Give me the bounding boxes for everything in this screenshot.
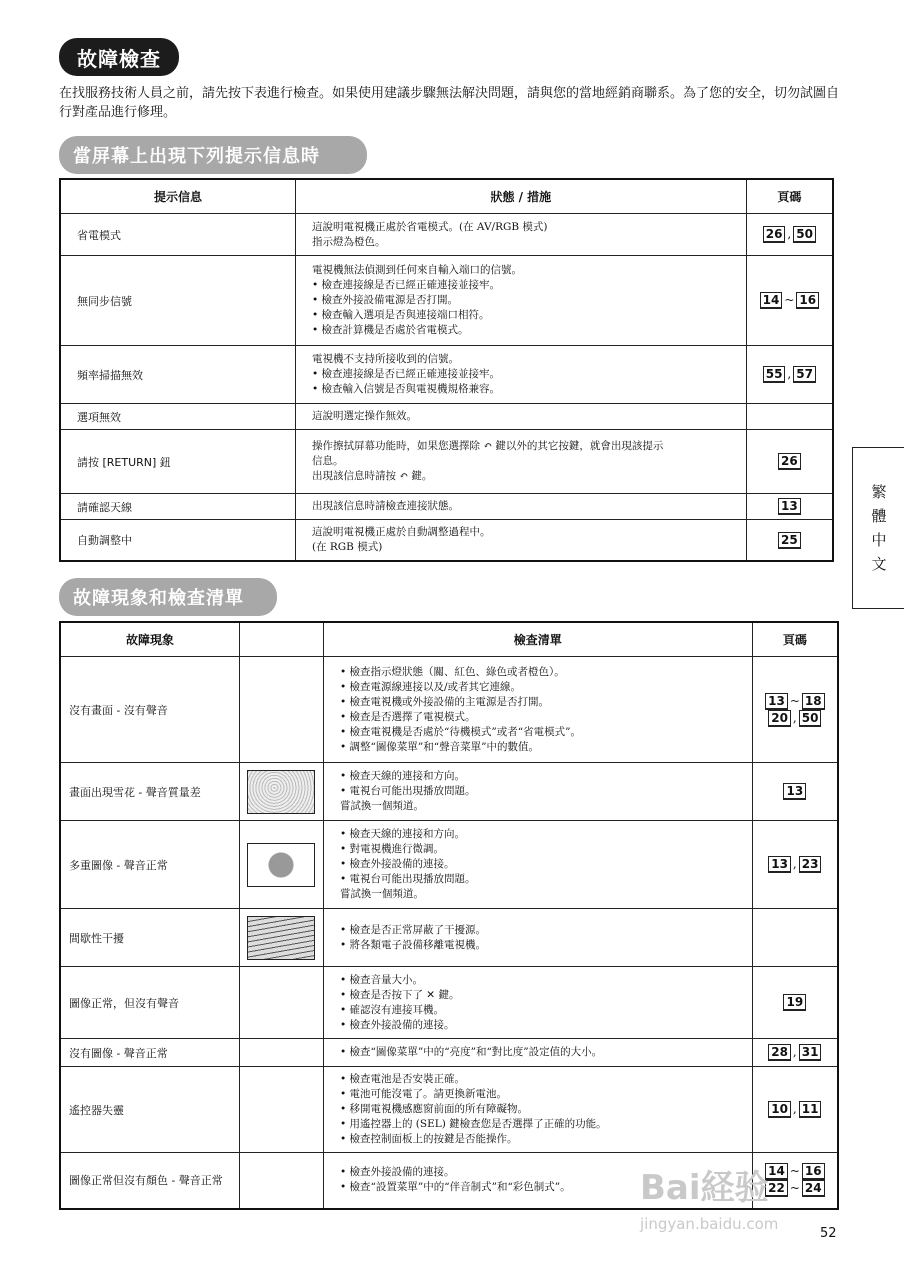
page-sep: ~ — [789, 1164, 800, 1179]
description-line: 這說明電視機正處於自動調整過程中。 — [311, 526, 491, 538]
description-line: 這說明電視機正處於省電模式。(在 AV/RGB 模式) — [311, 220, 548, 233]
snow-thumbnail — [247, 770, 315, 814]
page-refs — [754, 1044, 836, 1061]
message-row — [60, 494, 833, 520]
checklist — [323, 821, 752, 909]
checklist-line: • 檢查是否正常屏蔽了干擾源。 — [339, 923, 486, 936]
checklist — [323, 763, 752, 821]
section-title-messages: 當屏幕上出現下列提示信息時 — [59, 136, 367, 174]
checklist-line: • 檢查電視機是否處於“待機模式”或者“省電模式”。 — [339, 725, 581, 738]
page-refs — [748, 532, 831, 549]
page-ref: 55 — [763, 366, 786, 383]
page-refs — [754, 1101, 836, 1118]
symptom-label: 畫面出現雪花 - 聲音質量差 — [60, 763, 239, 821]
symptom-row — [60, 909, 838, 967]
page-refs — [754, 693, 836, 710]
message-row — [60, 256, 833, 346]
symptom-row — [60, 967, 838, 1039]
checklist-line: • 檢查“設置菜單”中的“伴音制式”和“彩色制式”。 — [339, 1181, 571, 1194]
page-cell — [746, 404, 833, 430]
message-label: 選項無效 — [60, 404, 295, 430]
page-sep: , — [792, 1102, 797, 1116]
page-ref: 18 — [802, 693, 825, 710]
checklist-line: • 移開電視機感應窗前面的所有障礙物。 — [339, 1103, 528, 1115]
page-ref: 57 — [793, 366, 816, 383]
description-line: • 檢查外接設備電源是否打開。 — [311, 294, 458, 306]
header-illustration — [239, 622, 323, 657]
page-ref: 23 — [799, 856, 822, 873]
message-label: 頻率掃描無效 — [60, 346, 295, 404]
page-cell — [752, 1067, 838, 1153]
message-row — [60, 404, 833, 430]
page-cell — [752, 657, 838, 763]
checklist-line: • 檢查外接設備的連接。 — [339, 1166, 455, 1179]
page-sep: , — [792, 1045, 797, 1059]
page-cell — [746, 346, 833, 404]
description-line: 電視機不支持所接收到的信號。 — [311, 353, 459, 365]
checklist-line: • 檢查控制面板上的按鍵是否能操作。 — [339, 1133, 518, 1145]
page-ref: 16 — [802, 1163, 825, 1180]
page-ref: 26 — [778, 453, 801, 470]
page-sep: ~ — [784, 293, 795, 307]
page-ref: 13 — [765, 693, 788, 710]
page-sep: , — [787, 367, 792, 381]
description-line: • 檢查計算機是否處於省電模式。 — [311, 324, 469, 336]
page-refs — [748, 498, 831, 515]
description-line: 出現該信息時請按 ↶ 鍵。 — [311, 470, 433, 482]
symptom-label: 圖像正常但沒有顏色 - 聲音正常 — [60, 1153, 239, 1209]
page-ref: 11 — [799, 1101, 822, 1118]
checklist-line: • 調整“圖像菜單”和“聲音菜單”中的數值。 — [339, 740, 539, 753]
page-ref: 28 — [768, 1044, 791, 1061]
description-line: 指示燈為橙色。 — [311, 235, 386, 248]
page-sep: , — [792, 857, 797, 871]
page-sep: , — [792, 710, 797, 725]
page-ref: 20 — [768, 710, 791, 727]
checklist-line: • 電池可能沒電了。請更換新電池。 — [339, 1088, 507, 1100]
page-cell — [746, 256, 833, 346]
checklist — [323, 1067, 752, 1153]
language-tab-char: 中 — [871, 531, 887, 549]
description-line: 出現該信息時請檢查連接狀態。 — [311, 500, 459, 512]
message-description — [295, 430, 746, 494]
page-refs — [748, 292, 831, 309]
page-ref: 13 — [768, 856, 791, 873]
page-cell — [752, 821, 838, 909]
description-line: • 檢查連接線是否已經正確連接並接牢。 — [311, 368, 500, 380]
description-line: 操作擦拭屏幕功能時，如果您選擇除 ↶ 鍵以外的其它按鍵，就會出現該提示 — [311, 440, 664, 452]
message-label: 無同步信號 — [60, 256, 295, 346]
checklist — [323, 909, 752, 967]
description-line: • 檢查輸入信號是否與電視機規格兼容。 — [311, 383, 500, 395]
description-line: (在 RGB 模式) — [311, 541, 383, 553]
message-row — [60, 430, 833, 494]
page-sep: ~ — [789, 693, 800, 708]
message-row — [60, 346, 833, 404]
description-line: 電視機無法偵測到任何來自輸入端口的信號。 — [311, 264, 522, 276]
page-ref: 14 — [765, 1163, 788, 1180]
page-ref: 24 — [802, 1180, 825, 1197]
message-label: 請確認天線 — [60, 494, 295, 520]
page-cell — [746, 520, 833, 562]
symptom-row — [60, 1067, 838, 1153]
symptom-label: 多重圖像 - 聲音正常 — [60, 821, 239, 909]
page-ref: 13 — [778, 498, 801, 515]
symptom-illustration — [239, 909, 323, 967]
checklist-line: • 檢查天線的連接和方向。 — [339, 828, 465, 840]
checklist-line: • 檢查是否按下了 ✕ 鍵。 — [339, 988, 460, 1001]
checklist-line: • 將各類電子設備移離電視機。 — [339, 938, 486, 951]
checklist — [323, 1039, 752, 1067]
symptoms-table — [59, 621, 839, 1210]
symptom-row — [60, 657, 838, 763]
message-label: 自動調整中 — [60, 520, 295, 562]
symptom-row — [60, 1039, 838, 1067]
symptom-illustration — [239, 821, 323, 909]
language-tab-char: 文 — [871, 555, 887, 573]
message-description — [295, 520, 746, 562]
page-ref: 26 — [763, 226, 786, 243]
checklist-line: • 用遙控器上的 (SEL) 鍵檢查您是否選擇了正確的功能。 — [339, 1118, 607, 1130]
message-label: 省電模式 — [60, 214, 295, 256]
checklist-line: • 檢查指示燈狀態（關、紅色、綠色或者橙色）。 — [339, 665, 565, 678]
page-ref: 16 — [796, 292, 819, 309]
ghost-thumbnail — [247, 843, 315, 887]
page-refs — [754, 856, 836, 873]
message-description — [295, 494, 746, 520]
symptom-illustration — [239, 657, 323, 763]
symptom-label: 間歇性干擾 — [60, 909, 239, 967]
page-ref: 25 — [778, 532, 801, 549]
description-line: • 檢查輸入選項是否與連接端口相符。 — [311, 309, 490, 321]
page-refs — [754, 783, 836, 800]
message-description — [295, 256, 746, 346]
language-tab-char: 繁 — [871, 483, 887, 501]
symptom-illustration — [239, 1067, 323, 1153]
page-cell — [752, 763, 838, 821]
checklist-line: 嘗試換一個頻道。 — [339, 800, 424, 812]
page-ref: 50 — [799, 710, 822, 727]
symptom-label: 圖像正常，但沒有聲音 — [60, 967, 239, 1039]
page-refs — [754, 710, 836, 727]
intro-paragraph: 在找服務技術人員之前，請先按下表進行檢查。如果使用建議步驟無法解決問題，請與您的當地經銷商聯系。為了您的安全，切勿試圖自行對產品進行修理。 — [59, 86, 840, 120]
page-refs — [748, 366, 831, 383]
header-checklist: 檢查清單 — [323, 622, 752, 657]
symptom-label: 沒有圖像 - 聲音正常 — [60, 1039, 239, 1067]
checklist-line: • 電視台可能出現播放問題。 — [339, 873, 476, 885]
symptom-row — [60, 821, 838, 909]
page-ref: 50 — [793, 226, 816, 243]
page-refs — [748, 226, 831, 243]
page-sep: , — [787, 227, 792, 241]
checklist-line: • 檢查“圖像菜單”中的“亮度”和“對比度”設定值的大小。 — [339, 1046, 603, 1058]
checklist-line: 嘗試換一個頻道。 — [339, 888, 424, 900]
page-sep: ~ — [789, 1181, 800, 1196]
message-row — [60, 520, 833, 562]
page-ref: 10 — [768, 1101, 791, 1118]
checklist-line: • 檢查電池是否安裝正確。 — [339, 1073, 465, 1085]
message-label: 請按 [RETURN] 鈕 — [60, 430, 295, 494]
watermark-brand: Bai経验 — [640, 1168, 769, 1208]
header-status: 狀態 / 措施 — [295, 179, 746, 214]
description-line: • 檢查連接線是否已經正確連接並接牢。 — [311, 279, 500, 291]
page-number: 52 — [820, 1226, 837, 1241]
checklist-line: • 檢查外接設備的連接。 — [339, 858, 455, 870]
checklist-line: • 確認沒有連接耳機。 — [339, 1003, 444, 1016]
language-tab — [852, 447, 904, 609]
header-symptom: 故障現象 — [60, 622, 239, 657]
checklist-line: • 對電視機進行微調。 — [339, 843, 444, 855]
watermark — [640, 1160, 778, 1233]
symptom-illustration — [239, 763, 323, 821]
page-cell — [746, 430, 833, 494]
page-cell — [746, 214, 833, 256]
header-page: 頁碼 — [746, 179, 833, 214]
page-refs — [748, 453, 831, 470]
checklist — [323, 967, 752, 1039]
messages-table — [59, 178, 834, 562]
symptom-illustration — [239, 1039, 323, 1067]
page-ref: 31 — [799, 1044, 822, 1061]
checklist-line: • 檢查天線的連接和方向。 — [339, 770, 465, 782]
language-tab-char: 體 — [871, 507, 887, 525]
description-line: 信息。 — [311, 455, 344, 467]
page-cell — [752, 1039, 838, 1067]
message-description — [295, 214, 746, 256]
page-ref: 13 — [783, 783, 806, 800]
checklist-line: • 檢查是否選擇了電視模式。 — [339, 710, 476, 723]
checklist-line: • 檢查外接設備的連接。 — [339, 1018, 455, 1031]
page-title: 故障檢查 — [59, 38, 179, 76]
checklist — [323, 657, 752, 763]
message-description — [295, 346, 746, 404]
page-ref: 14 — [760, 292, 783, 309]
page-refs — [754, 994, 836, 1011]
symptom-illustration — [239, 1153, 323, 1209]
symptom-row — [60, 763, 838, 821]
symptom-illustration — [239, 967, 323, 1039]
symptom-label: 沒有畫面 - 沒有聲音 — [60, 657, 239, 763]
page-cell — [746, 494, 833, 520]
description-line: 這說明選定操作無效。 — [311, 410, 417, 422]
header-message: 提示信息 — [60, 179, 295, 214]
page-ref: 22 — [765, 1180, 788, 1197]
page-cell — [752, 909, 838, 967]
noise-thumbnail — [247, 916, 315, 960]
message-description — [295, 404, 746, 430]
page-cell — [752, 967, 838, 1039]
message-row — [60, 214, 833, 256]
watermark-url: jingyan.baidu.com — [640, 1215, 779, 1233]
section-title-symptoms: 故障現象和檢查清單 — [59, 578, 277, 616]
symptom-label: 遙控器失靈 — [60, 1067, 239, 1153]
checklist-line: • 檢查音量大小。 — [339, 973, 423, 986]
checklist-line: • 電視台可能出現播放問題。 — [339, 785, 476, 797]
page-ref: 19 — [783, 994, 806, 1011]
header-page: 頁碼 — [752, 622, 838, 657]
checklist-line: • 檢查電視機或外接設備的主電源是否打開。 — [339, 695, 549, 708]
checklist-line: • 檢查電源線連接以及/或者其它連線。 — [339, 680, 522, 693]
